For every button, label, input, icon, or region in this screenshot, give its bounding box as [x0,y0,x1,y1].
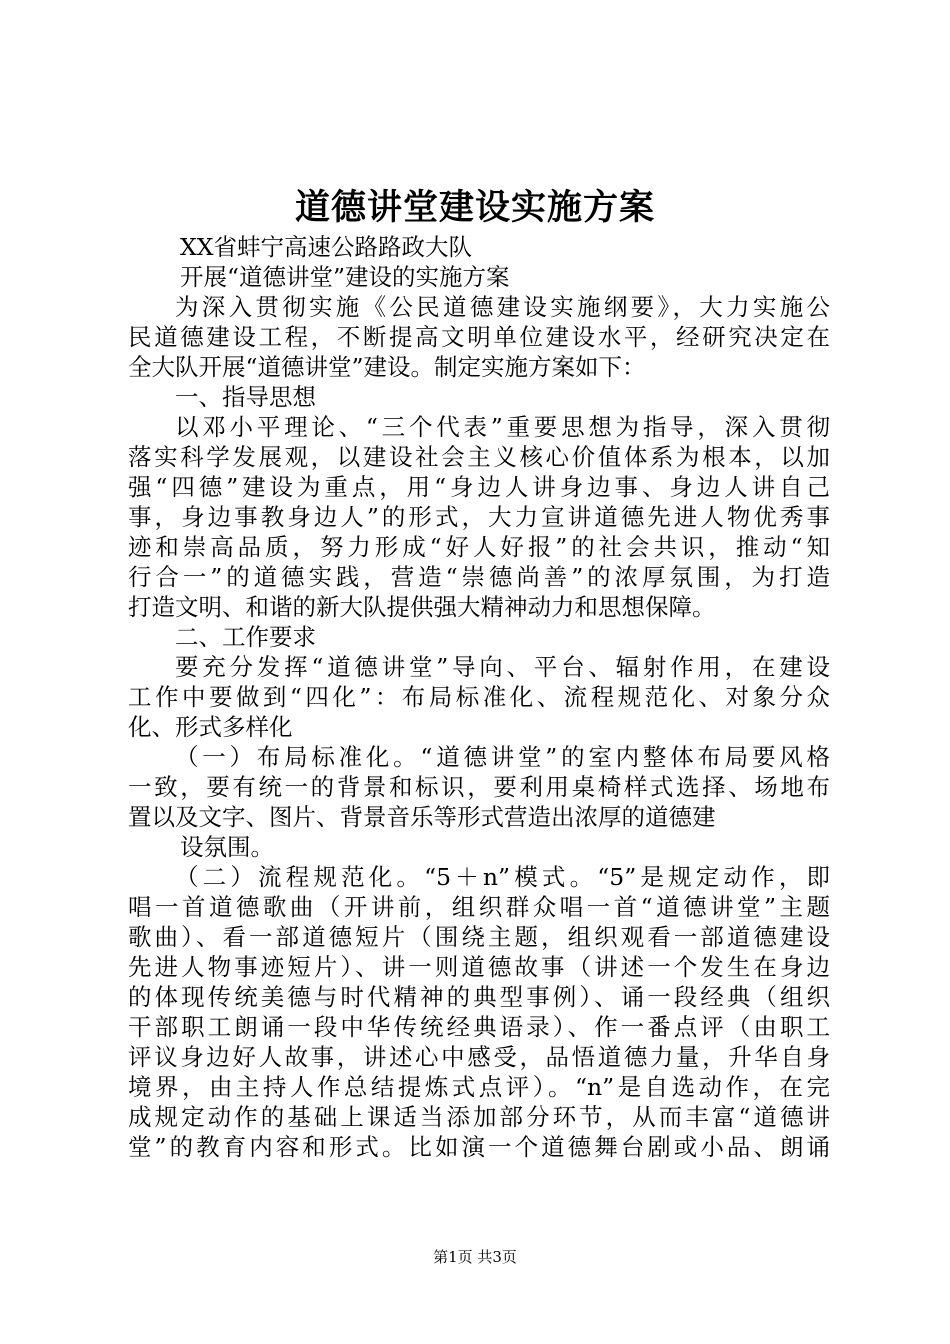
text-line: XX省蚌宁高速公路路政大队 [180,233,472,261]
text-line: 全大队开展“道德讲堂”建设。制定实施方案如下： [128,353,646,381]
text-line: 设氛围。 [180,833,274,861]
text-line: 置以及文字、图片、背景音乐等形式营造出浓厚的道德建 [128,803,716,831]
text-line: 事，身边事教身边人”的形式，大力宣讲道德先进人物优秀事 [128,503,830,531]
text-line: 强“四德”建设为重点，用“身边人讲身边事、身边人讲自己 [128,473,830,501]
text-line: 为深入贯彻实施《公民道德建设实施纲要》，大力实施公 [175,293,830,321]
text-line: 民道德建设工程，不断提高文明单位建设水平，经研究决定在 [128,323,830,351]
text-line: 干部职工朗诵一段中华传统经典语录）、作一番点评（由职工 [128,1013,830,1041]
text-line: 要充分发挥“道德讲堂”导向、平台、辐射作用，在建设 [175,653,830,681]
text-line: 一致，要有统一的背景和标识，要利用桌椅样式选择、场地布 [128,773,830,801]
text-line: 化、形式多样化 [128,713,293,741]
text-line: 评议身边好人故事，讲述心中感受，品悟道德力量，升华自身 [128,1043,830,1071]
text-line: 以邓小平理论、“三个代表”重要思想为指导，深入贯彻 [175,413,830,441]
text-line: 歌曲）、看一部道德短片（围绕主题，组织观看一部道德建设 [128,923,830,951]
text-line: 堂”的教育内容和形式。比如演一个道德舞台剧或小品、朗诵 [128,1133,830,1161]
text-line: 打造文明、和谐的新大队提供强大精神动力和思想保障。 [128,593,716,621]
text-line: 的体现传统美德与时代精神的典型事例）、诵一段经典（组织 [128,983,830,1011]
text-line: 工作中要做到“四化”：布局标准化、流程规范化、对象分众 [128,683,830,711]
document-body [128,232,830,1162]
text-line: 成规定动作的基础上课适当添加部分环节，从而丰富“道德讲 [128,1103,830,1131]
section-heading: 二、工作要求 [175,623,316,651]
text-line: 唱一首道德歌曲（开讲前，组织群众唱一首“道德讲堂”主题 [128,893,830,921]
page-footer: 第1页 共3页 [433,1248,517,1266]
section-heading: 一、指导思想 [175,383,316,411]
text-line: 行合一”的道德实践，营造“崇德尚善”的浓厚氛围，为打造 [128,563,830,591]
text-line: （一）布局标准化。“道德讲堂”的室内整体布局要风格 [175,743,830,771]
text-line: 落实科学发展观，以建设社会主义核心价值体系为根本，以加 [128,443,830,471]
text-line: 开展“道德讲堂”建设的实施方案 [180,263,510,291]
text-line: 先进人物事迹短片）、讲一则道德故事（讲述一个发生在身边 [128,953,830,981]
document-title: 道德讲堂建设实施方案 [294,187,655,228]
text-line: （二）流程规范化。“5＋n”模式。“5”是规定动作，即 [175,863,830,891]
text-line: 境界，由主持人作总结提炼式点评）。“n”是自选动作，在完 [128,1073,830,1101]
text-line: 迹和崇高品质，努力形成“好人好报”的社会共识，推动“知 [128,533,830,561]
